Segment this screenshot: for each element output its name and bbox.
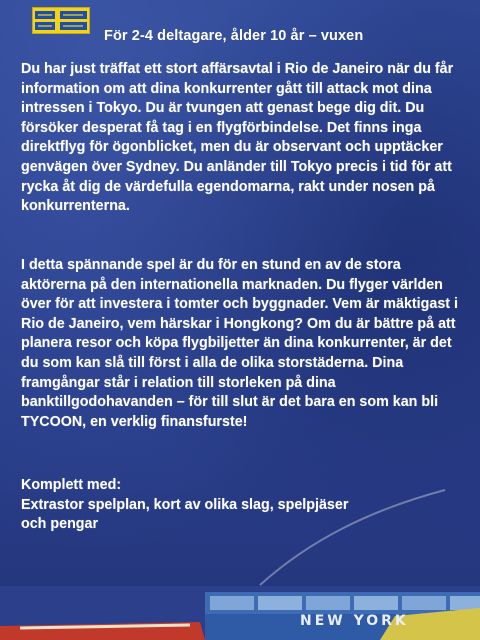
intro-paragraph: Du har just träffat ett stort affärsavtal i Rio de Janeiro när du får information om att dina konkurrenter gått till attack mot dina intressen i Tokyo. Du är tvungen att genast bege dig dit. Du försöker desperat få tag i en flygförbindelse. Det finns inga direktflyg för ögonblicket, men du är observant och upptäcker genvägen över Sydney. Du anländer till Tokyo precis i tid för att rycka åt dig de värdefulla egendomarna, rakt under nosen på konkurrenterna. <box>21 61 454 215</box>
description-paragraph: I detta spännande spel är du för en stund en av de stora aktörerna på den internationella marknaden. Du flyger världen över för att investera i tomter och byggnader. Vem är mäktigast i Rio de Janeiro, vem härskar i Hongkong? Om du är bättre på att planera resor och köpa flygbiljetter än dina konkurrenter, är det du som kan slå till först i alla de olika storstäderna. Dina framgångar står i relation till storleken på dina banktillgodohavanden – för till slut är det bara en som kan bli TYCOON, en verklig finansfurste! <box>21 257 458 430</box>
contents-heading: Komplett med: <box>21 477 122 493</box>
contents-line: Extrastor spelplan, kort av olika slag, spelpjäser <box>21 496 349 513</box>
contents-list <box>21 476 461 535</box>
board-city-label: NEW YORK <box>300 613 409 629</box>
participants-age-info: För 2-4 deltagare, ålder 10 år – vuxen <box>104 28 364 44</box>
swedish-flag-badge-icon <box>32 7 90 34</box>
game-board-photo <box>0 586 480 640</box>
contents-line: och pengar <box>21 516 99 533</box>
